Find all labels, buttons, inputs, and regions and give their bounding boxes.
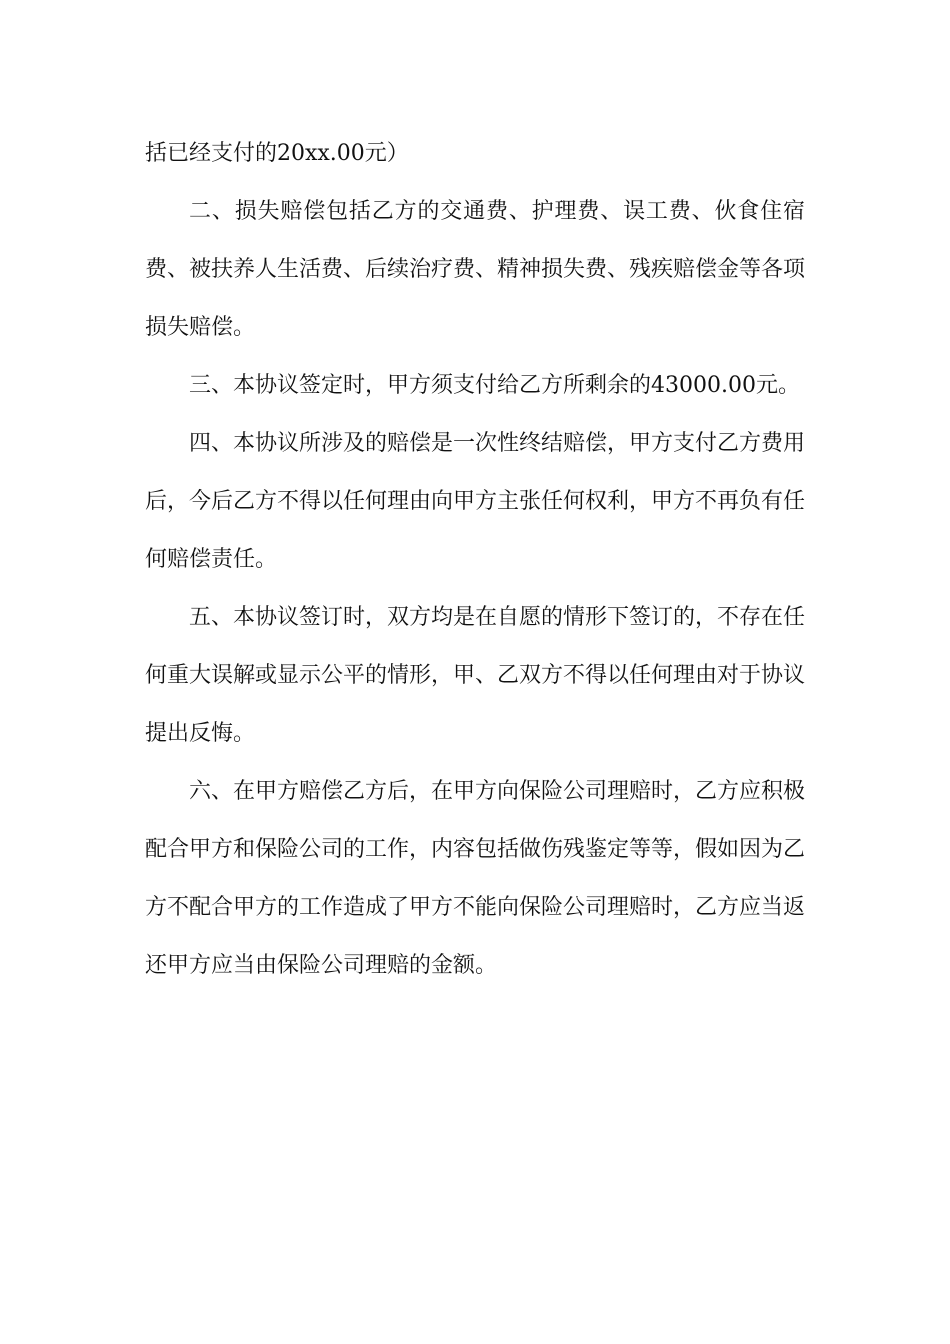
document-body — [145, 125, 805, 995]
paragraph-clause-6: 六、在甲方赔偿乙方后，在甲方向保险公司理赔时，乙方应积极配合甲方和保险公司的工作，内容包括做伤残鉴定等等，假如因为乙方不配合甲方的工作造成了甲方不能向保险公司理赔时，乙方应当返还甲方应当由保险公司理赔的金额。 — [145, 779, 806, 978]
paragraph-clause-3: 三、本协议签定时，甲方须支付给乙方所剩余的43000.00元。 — [189, 373, 800, 398]
paragraph-continuation: 括已经支付的20xx.00元） — [145, 141, 409, 166]
paragraph-clause-5: 五、本协议签订时，双方均是在自愿的情形下签订的，不存在任何重大误解或显示公平的情形，甲、乙双方不得以任何理由对于协议提出反悔。 — [145, 605, 806, 746]
paragraph-clause-2: 二、损失赔偿包括乙方的交通费、护理费、误工费、伙食住宿费、被扶养人生活费、后续治疗费、精神损失费、残疾赔偿金等各项损失赔偿。 — [145, 199, 806, 340]
paragraph-clause-4: 四、本协议所涉及的赔偿是一次性终结赔偿，甲方支付乙方费用后，今后乙方不得以任何理由向甲方主张任何权利，甲方不再负有任何赔偿责任。 — [145, 431, 806, 572]
